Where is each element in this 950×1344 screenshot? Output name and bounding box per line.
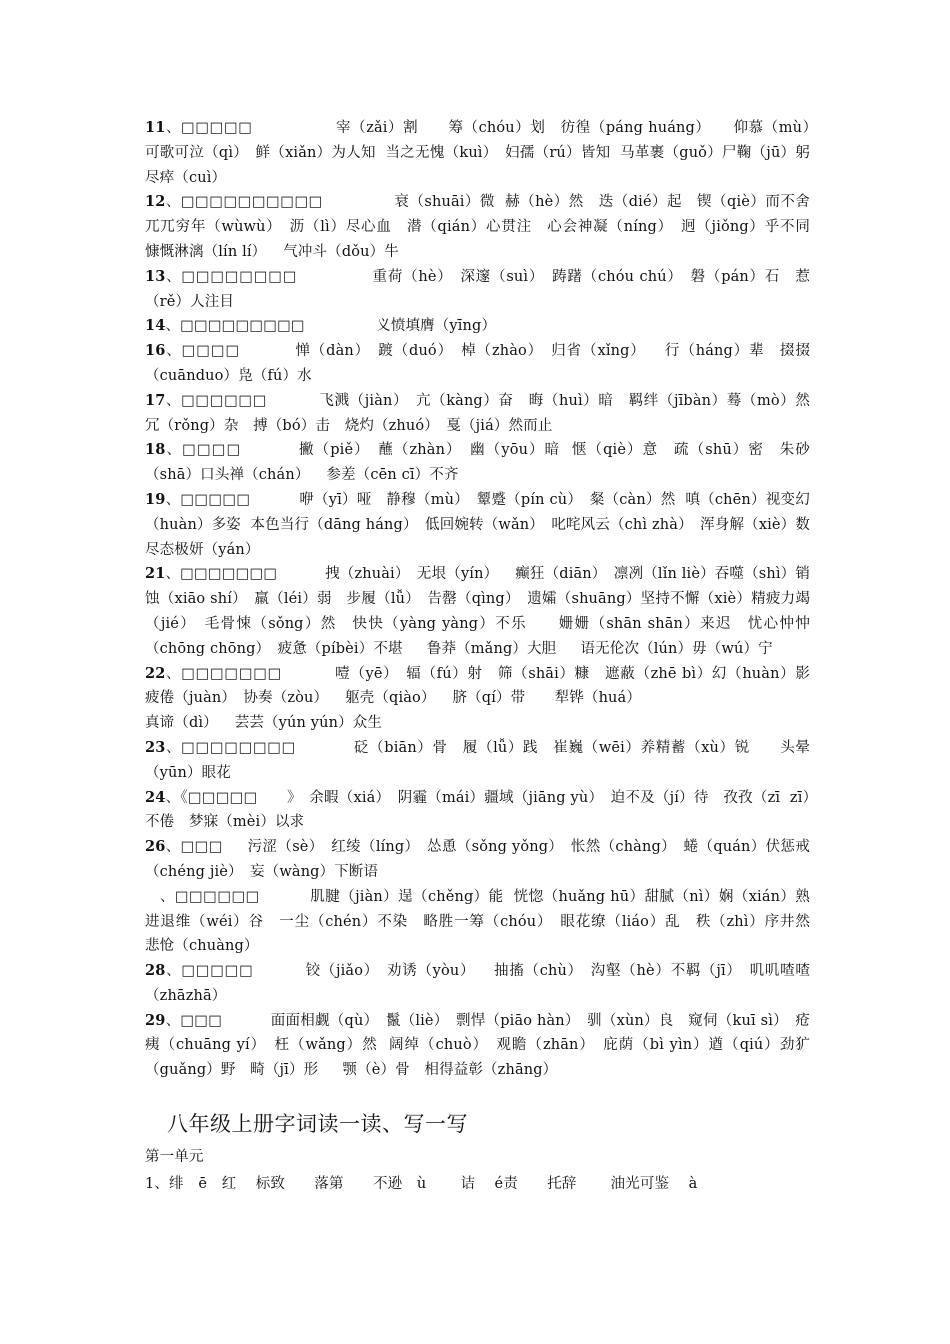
entry-lesson-title: 、□□□□□□□□ (165, 268, 298, 285)
entry-words: 义愤填膺（yīng） (304, 318, 497, 335)
vocab-entry (145, 488, 825, 562)
entry-lesson-title: 、□□□□□ (165, 491, 251, 508)
vocab-entry (145, 562, 810, 661)
entry-lesson-title: 、□□□□□□ (165, 392, 268, 409)
entry-lesson-title: 、□□□□□□□□ (165, 739, 297, 756)
entry-words: 宰（zǎi）割 筹（chóu）划 彷徨（páng huáng） 仰慕（mù） 可歌可泣（qì） 鲜（xiǎn）为人知 当之无愧（kuì） 妇孺（rú）皆知 马革裹（guǒ）尸鞠（jū）躬尽瘁（cuì） (145, 120, 825, 186)
entry-number: 28 (145, 962, 166, 980)
entry-lesson-title: 、□□□□□□ (145, 888, 260, 905)
entry-number: 11 (145, 119, 166, 136)
entry-words: 衰（shuāi）微 赫（hè）然 迭（dié）起 锲（qiè）而不舍 兀兀穷年（wùwù） 沥（lì）尽心血 潜（qián）心贯注 心会神凝（níng） 迥（jiǒng）乎不同 慷慨淋漓（lín lí） 气冲斗（dǒu）牛 (145, 194, 835, 260)
document-content (145, 116, 835, 1197)
entry-lesson-title: 、□□□□ (165, 442, 242, 459)
vocab-entry (145, 786, 810, 836)
vocab-entry (145, 265, 810, 315)
vocab-line: 1、绯 ē 红 标致 落第 不逊 ù 诘 é责 托辞 油光可鉴 à (145, 1175, 698, 1192)
entry-words: 惮（dàn） 踱（duó） 棹（zhào） 归省（xǐng） 行（háng）辈 掇掇（cuānduo）凫（fú）水 (145, 343, 810, 384)
entry-number: 18 (145, 441, 166, 459)
entry-lesson-title: 、□□□ (165, 1012, 223, 1029)
entry-words: 污涩（sè） 红绫（líng） 怂恿（sǒng yǒng） 怅然（chàng） 蜷（quán）伏惩戒（chéng jiè） 妄（wàng）下断语 (145, 839, 811, 880)
vocab-entry (145, 438, 810, 488)
entry-number: 17 (145, 391, 166, 409)
entry-words: 噎（yē） 辐（fú）射 筛（shāi）糠 遮蔽（zhē bì）幻（huàn）影 疲倦（juàn） 协奏（zòu） 躯壳（qiào） 脐（qí）带 犁铧（huá） 真谛（dì） 芸芸（yún yún）众生 (145, 665, 810, 732)
entry-lesson-title: 、□□□□□□□□□□ (165, 194, 323, 211)
entry-number: 19 (145, 490, 166, 508)
entry-words: 铰（jiǎo） 劝诱（yòu） 抽搐（chù） 沟壑（hè）不羁（jī） 叽叽喳喳（zhāzhā） (145, 963, 811, 1004)
entry-number: 14 (145, 317, 166, 335)
vocab-entry (145, 339, 810, 389)
vocab-entry (145, 389, 820, 439)
entry-number: 21 (145, 565, 166, 583)
entry-words: 撇（piě） 蘸（zhàn） 幽（yōu）暗 惬（qiè）意 疏（shū）密 朱砂（shā）口头禅（chán） 参差（cēn cī）不齐 (145, 442, 810, 484)
entry-number: 24 (145, 788, 166, 806)
entry-words: 飞溅（jiàn） 亢（kàng）奋 晦（huì）暗 羁绊（jībàn）蓦（mò）然 冗（rǒng）杂 搏（bó）击 烧灼（zhuó） 戛（jiá）然而止 (145, 392, 820, 434)
entry-lesson-title: 、□□□ (165, 839, 223, 856)
vocab-entry-list (145, 116, 835, 1083)
entry-lesson-title: 、□□□□□ (165, 120, 253, 136)
vocab-entry (145, 116, 825, 190)
vocab-entry (145, 885, 825, 959)
unit-title: 第一单元 (145, 1149, 204, 1166)
entry-number: 22 (145, 664, 166, 682)
entry-number: 13 (145, 267, 166, 285)
entry-number: 29 (145, 1011, 166, 1029)
entry-number: 16 (145, 342, 166, 360)
entry-lesson-title: 、□□□□□□□□□ (165, 318, 305, 335)
vocab-entry (145, 314, 810, 339)
entry-lesson-title: 、□□□□□□□ (165, 665, 283, 682)
entry-number: 26 (145, 838, 166, 856)
vocab-entry (145, 1009, 810, 1083)
section-heading: 八年级上册字词读一读、写一写 (167, 1112, 468, 1137)
entry-words: 面面相觑（qù） 鬣（liè） 剽悍（piāo hàn） 驯（xùn）良 窥伺（kuī sì） 疮痍（chuāng yí） 枉（wǎng）然 阔绰（chuò） 观瞻（zhān） 庇荫（bì yìn）遒（qiú）劲犷（guǎng）野 畸（jī）形 颚（è）骨 相得益彰（zhāng） (145, 1012, 811, 1079)
entry-words: 咿（yī）哑 静穆（mù） 颦蹙（pín cù） 粲（càn）然 嗔（chēn）视变幻（huàn）多姿 本色当行（dāng háng） 低回婉转（wǎn） 叱咤风云（chì zhà） 浑身解（xiè）数 尽态极妍（yán） (145, 491, 825, 558)
entry-lesson-title: 、《□□□□□ 》 (165, 789, 295, 806)
entry-words: 重荷（hè） 深邃（suì） 踌躇（chóu chú） 磐（pán）石 惹（rě）人注目 (145, 268, 811, 310)
vocab-entry (145, 959, 810, 1009)
entry-words: 拽（zhuài） 无垠（yín） 癫狂（diān） 凛冽（lǐn liè）吞噬（shì）销蚀（xiāo shí） 羸（léi）弱 步履（lǚ） 告罄（qìng） 遗孀（shuāng）坚持不懈（xiè）精疲力竭（jié） 毛骨悚（sǒng）然 快快（yàng yàng）不乐 姗姗（shān shān）来迟 忧心忡忡（chōng chōng） 疲惫（píbèi）不堪 鲁莽（mǎng）大胆 语无伦次（lún）毋（wú）宁 (145, 566, 810, 657)
entry-lesson-title: 、□□□□□ (165, 963, 254, 980)
entry-words: 余暇（xiá） 阴霾（mái）疆域（jiāng yù） 迫不及（jí）待 孜孜（zī zī）不倦 梦寐（mèi）以求 (145, 789, 810, 831)
vocab-entry (145, 835, 810, 885)
vocab-entry (145, 190, 835, 264)
entry-number: 23 (145, 738, 166, 756)
vocab-entry (145, 736, 810, 786)
entry-words: 砭（biān）骨 履（lǚ）践 崔巍（wēi）养精蓄（xù）锐 头晕（yūn）眼花 (145, 739, 811, 781)
entry-lesson-title: 、□□□□□□□ (165, 566, 278, 583)
entry-lesson-title: 、□□□□ (165, 343, 241, 360)
entry-number: 12 (145, 193, 166, 211)
entry-words: 肌腱（jiàn）逞（chěng）能 恍惚（huǎng hū）甜腻（nì）娴（xián）熟进退维（wéi）谷 一尘（chén）不染 略胜一筹（chóu） 眼花缭（liáo）乱 秩（zhì）序井然 悲怆（chuàng） (145, 888, 825, 955)
vocab-entry (145, 662, 810, 736)
